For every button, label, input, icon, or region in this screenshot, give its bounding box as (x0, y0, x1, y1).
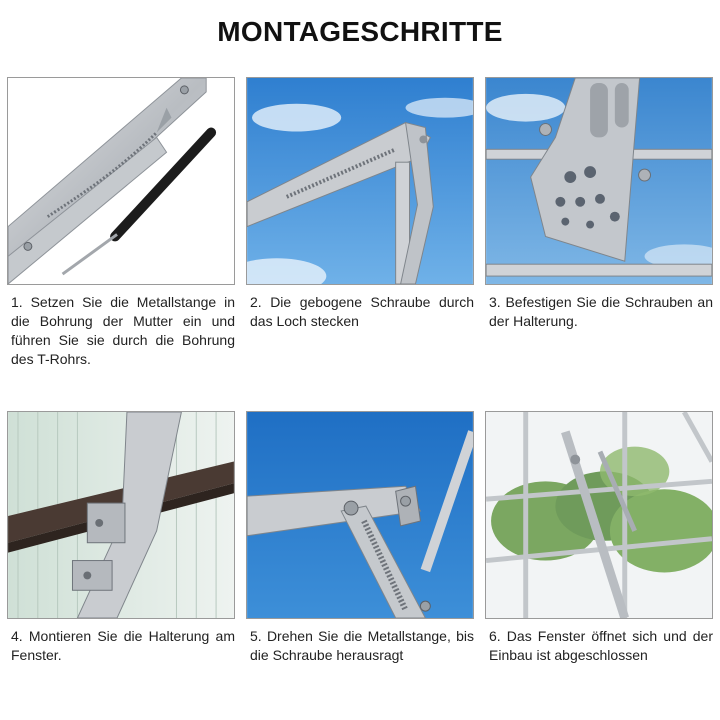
step-5-photo (246, 411, 474, 619)
step-5-caption: 5. Drehen Sie die Metallstange, bis die Schraube herausragt (250, 628, 474, 663)
step-1-caption: 1. Setzen Sie die Metallstange in die Bohrung der Mutter ein und führen Sie sie durch die Bohrung des T-Rohrs. (11, 294, 235, 367)
step-2 (246, 77, 474, 331)
step-4 (7, 411, 235, 665)
page-title: MONTAGESCHRITTE (217, 16, 503, 47)
step-1-photo (7, 77, 235, 285)
step-1 (7, 77, 235, 369)
step-3-caption: 3. Befestigen Sie die Schrauben an der Halterung. (489, 294, 713, 329)
step-2-caption: 2. Die gebogene Schraube durch das Loch stecken (250, 294, 474, 329)
step-5 (246, 411, 474, 665)
step-1-illustration (8, 78, 234, 284)
step-4-illustration (8, 412, 234, 618)
step-3-photo (485, 77, 713, 285)
step-2-illustration (247, 78, 473, 284)
step-4-caption: 4. Montieren Sie die Halterung am Fenster. (11, 628, 235, 663)
step-6 (485, 411, 713, 665)
step-6-caption: 6. Das Fenster öffnet sich und der Einbau ist abgeschlossen (489, 628, 713, 663)
step-3 (485, 77, 713, 331)
step-4-photo (7, 411, 235, 619)
step-2-photo (246, 77, 474, 285)
step-5-illustration (247, 412, 473, 618)
step-6-photo (485, 411, 713, 619)
step-6-illustration (486, 412, 712, 618)
step-3-illustration (486, 78, 712, 284)
